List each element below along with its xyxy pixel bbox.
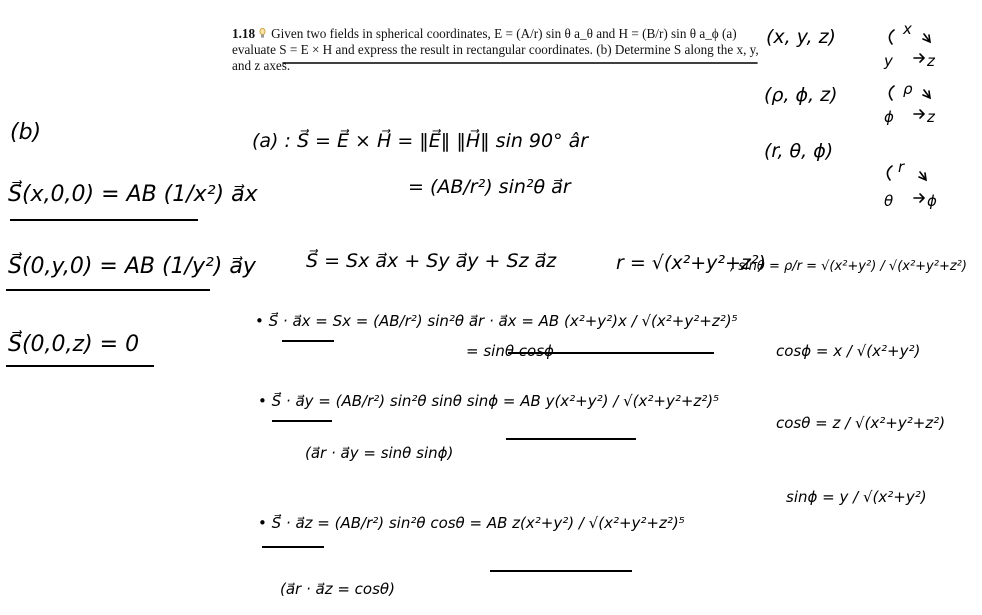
cycle-3-left: θ [884, 192, 894, 210]
coords-cartesian: (x, y, z) [766, 26, 836, 48]
cycle-arrow-icon [923, 90, 930, 98]
y-component-note: (a⃗r · a⃗y = sinθ sinϕ) [305, 444, 454, 462]
underline [490, 570, 632, 572]
part-b-z-axis: S⃗(0,0,z) = 0 [8, 332, 140, 357]
part-b-y-axis: S⃗(0,y,0) = AB (1/y²) a⃗y [8, 254, 256, 279]
problem-text: Given two fields in spherical coordinates, E = (A/r) sin θ a_θ and H = (B/r) sin θ a_ϕ (a) evaluate S = E × H and express the result in rectangular coordinates. (b) Determine S along the x, y, and z axes. [232, 26, 759, 73]
cycle-3-top: r [898, 158, 905, 176]
z-component-note: (a⃗r · a⃗z = cosθ) [280, 580, 395, 598]
x-component-note: = sinθ cosϕ [466, 342, 554, 360]
sin-phi-identity: sinϕ = y / √(x²+y²) [786, 488, 927, 506]
part-b-label: (b) [10, 120, 42, 145]
underline [272, 420, 332, 422]
lightbulb-icon [259, 27, 266, 38]
cycle-2-top: ρ [903, 80, 913, 98]
cycle-1-right: z [927, 52, 935, 70]
cycle-arrow-icon [914, 110, 924, 118]
problem-statement [232, 26, 762, 74]
underline [282, 340, 334, 342]
cycle-arrow-icon [923, 34, 930, 42]
underline [6, 365, 154, 367]
underline [506, 438, 636, 440]
cycle-arrow-icon [914, 194, 924, 202]
underline [10, 219, 198, 221]
cos-theta-identity: cosθ = z / √(x²+y²+z²) [776, 414, 946, 432]
cycle-1-top: x [903, 20, 912, 38]
cycle-arrow-icon [914, 54, 924, 62]
cycle-arrow-icon [889, 30, 894, 44]
y-component: • S⃗ · a⃗y = (AB/r²) sin²θ sinθ sinϕ = AB y(x²+y²) / √(x²+y²+z²)⁵ [258, 392, 720, 410]
coords-cylindrical: (ρ, ϕ, z) [764, 84, 838, 106]
cycle-1-left: y [884, 52, 893, 70]
cycle-arrow-icon [889, 86, 894, 100]
cycle-arrow-icon [919, 172, 926, 180]
cycle-2-left: ϕ [884, 108, 894, 126]
part-b-x-axis: S⃗(x,0,0) = AB (1/x²) a⃗x [8, 182, 258, 207]
coords-spherical: (r, θ, ϕ) [764, 140, 834, 162]
x-component: • S⃗ · a⃗x = Sx = (AB/r²) sin²θ a⃗r · a⃗x = AB (x²+y²)x / √(x²+y²+z²)⁵ [255, 312, 738, 330]
r-definition: r = √(x²+y²+z²) [616, 252, 766, 274]
cycle-arrow-icon [887, 166, 892, 180]
cos-phi-identity: cosϕ = x / √(x²+y²) [776, 342, 921, 360]
part-a-line-2: = (AB/r²) sin²θ a⃗r [408, 176, 571, 198]
part-a-line-3: S⃗ = Sx a⃗x + Sy a⃗y + Sz a⃗z [306, 250, 557, 272]
z-component: • S⃗ · a⃗z = (AB/r²) sin²θ cosθ = AB z(x²+y²) / √(x²+y²+z²)⁵ [258, 514, 685, 532]
underline [262, 546, 324, 548]
cycle-3-right: ϕ [927, 192, 937, 210]
sin-theta-identity: , sinθ = ρ/r = √(x²+y²) / √(x²+y²+z²) [730, 259, 967, 274]
cycle-2-right: z [927, 108, 935, 126]
underline [6, 289, 210, 291]
part-a-line-1: (a) : S⃗ = E⃗ × H⃗ = ‖E⃗‖ ‖H⃗‖ sin 90° âr [252, 130, 589, 152]
problem-number: 1.18 [232, 26, 256, 41]
